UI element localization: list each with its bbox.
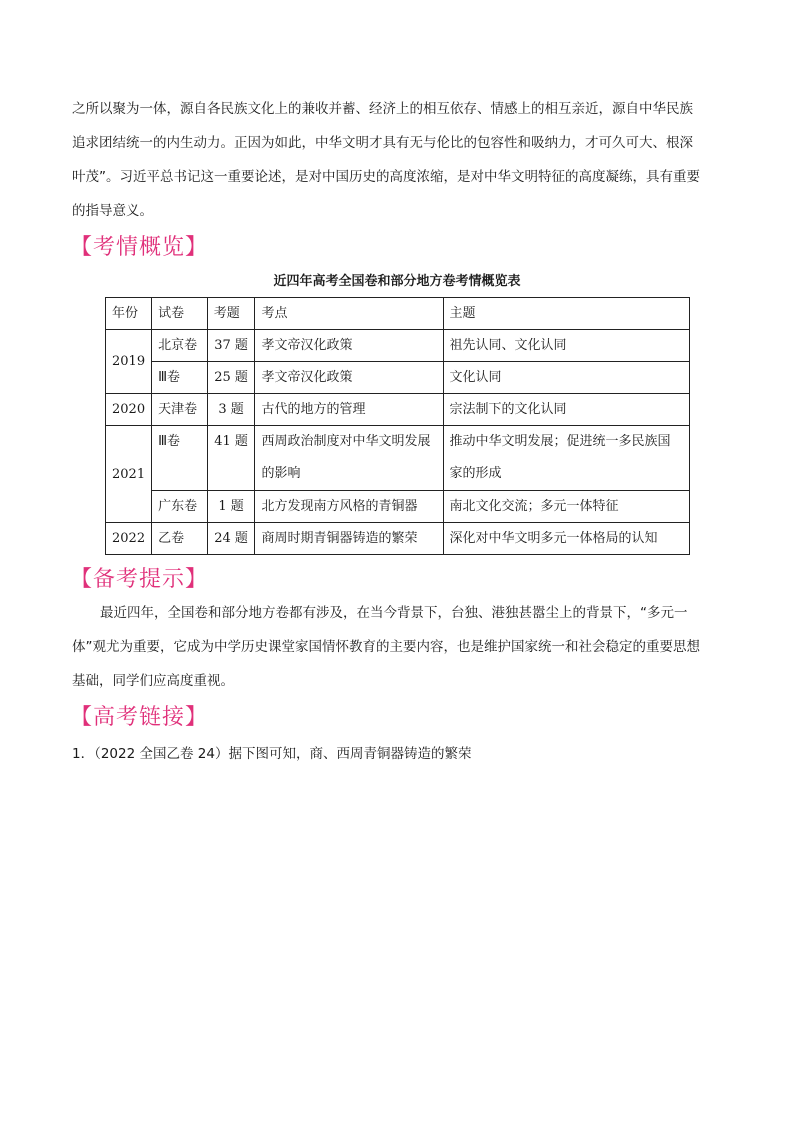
- tips-paragraph: [72, 596, 724, 698]
- table-header-cell: 试卷: [152, 298, 208, 330]
- table-title: 近四年高考全国卷和部分地方卷考情概览表: [273, 274, 521, 289]
- theme-cell: 深化对中华文明多元一体格局的认知: [443, 523, 690, 555]
- point-cell: 孝文帝汉化政策: [255, 330, 443, 362]
- table-row: [106, 330, 690, 362]
- theme-cell: 宗法制下的文化认同: [443, 394, 690, 426]
- question-text: 1．（2022 全国乙卷 24）据下图可知，商、西周青铜器铸造的繁荣: [72, 746, 472, 762]
- theme-cell: 祖先认同、文化认同: [443, 330, 690, 362]
- paper-cell: 北京卷: [152, 330, 208, 362]
- intro-line: 之所以聚为一体，源自各民族文化上的兼收并蓄、经济上的相互依存、情感上的相互亲近，源自中华民族: [72, 101, 693, 117]
- overview-table: [105, 297, 690, 555]
- theme-cell: 南北文化交流；多元一体特征: [443, 491, 690, 523]
- question-cell: 41 题: [207, 426, 255, 491]
- year-cell: 2020: [106, 394, 152, 426]
- question-cell: 25 题: [207, 362, 255, 394]
- question-cell: 3 题: [207, 394, 255, 426]
- point-cell: 北方发现南方风格的青铜器: [255, 491, 443, 523]
- table-row: [106, 362, 690, 394]
- tips-line: 体”观尤为重要，它成为中学历史课堂家国情怀教育的主要内容，也是维护国家统一和社会稳定的重要思想: [72, 639, 700, 655]
- paper-cell: 天津卷: [152, 394, 208, 426]
- table-row: [106, 394, 690, 426]
- year-cell: 2019: [106, 330, 152, 394]
- tips-line: 基础，同学们应高度重视。: [72, 673, 234, 689]
- point-cell: 古代的地方的管理: [255, 394, 443, 426]
- theme-cell: 文化认同: [443, 362, 690, 394]
- question-cell: 37 题: [207, 330, 255, 362]
- heading-overview: 【考情概览】: [70, 235, 209, 260]
- question-cell: 24 题: [207, 523, 255, 555]
- point-cell: 西周政治制度对中华文明发展的影响: [255, 426, 443, 491]
- intro-line: 叶茂”。习近平总书记这一重要论述，是对中国历史的高度浓缩，是对中华文明特征的高度凝练，具有重要: [72, 169, 700, 185]
- table-header-cell: 考点: [255, 298, 443, 330]
- question-cell: 1 题: [207, 491, 255, 523]
- table-row: [106, 523, 690, 555]
- tips-line: 最近四年，全国卷和部分地方卷都有涉及，在当今背景下，台独、港独甚嚣尘上的背景下，“多元一: [100, 605, 688, 621]
- paper-cell: 广东卷: [152, 491, 208, 523]
- intro-line: 的指导意义。: [72, 203, 153, 219]
- table-header-row: [106, 298, 690, 330]
- heading-tips: 【备考提示】: [70, 567, 209, 592]
- theme-cell: 推动中华文明发展；促进统一多民族国家的形成: [443, 426, 690, 491]
- table-row: [106, 491, 690, 523]
- year-cell: 2022: [106, 523, 152, 555]
- table-header-cell: 主题: [443, 298, 690, 330]
- year-cell: 2021: [106, 426, 152, 523]
- paper-cell: Ⅲ卷: [152, 362, 208, 394]
- table-header-cell: 考题: [207, 298, 255, 330]
- table-row: [106, 426, 690, 491]
- point-cell: 孝文帝汉化政策: [255, 362, 443, 394]
- paper-cell: Ⅲ卷: [152, 426, 208, 491]
- heading-link: 【高考链接】: [70, 705, 209, 730]
- intro-paragraph: [72, 92, 724, 228]
- intro-line: 追求团结统一的内生动力。正因为如此，中华文明才具有无与伦比的包容性和吸纳力，才可久可大、根深: [72, 135, 693, 151]
- point-cell: 商周时期青铜器铸造的繁荣: [255, 523, 443, 555]
- paper-cell: 乙卷: [152, 523, 208, 555]
- table-header-cell: 年份: [106, 298, 152, 330]
